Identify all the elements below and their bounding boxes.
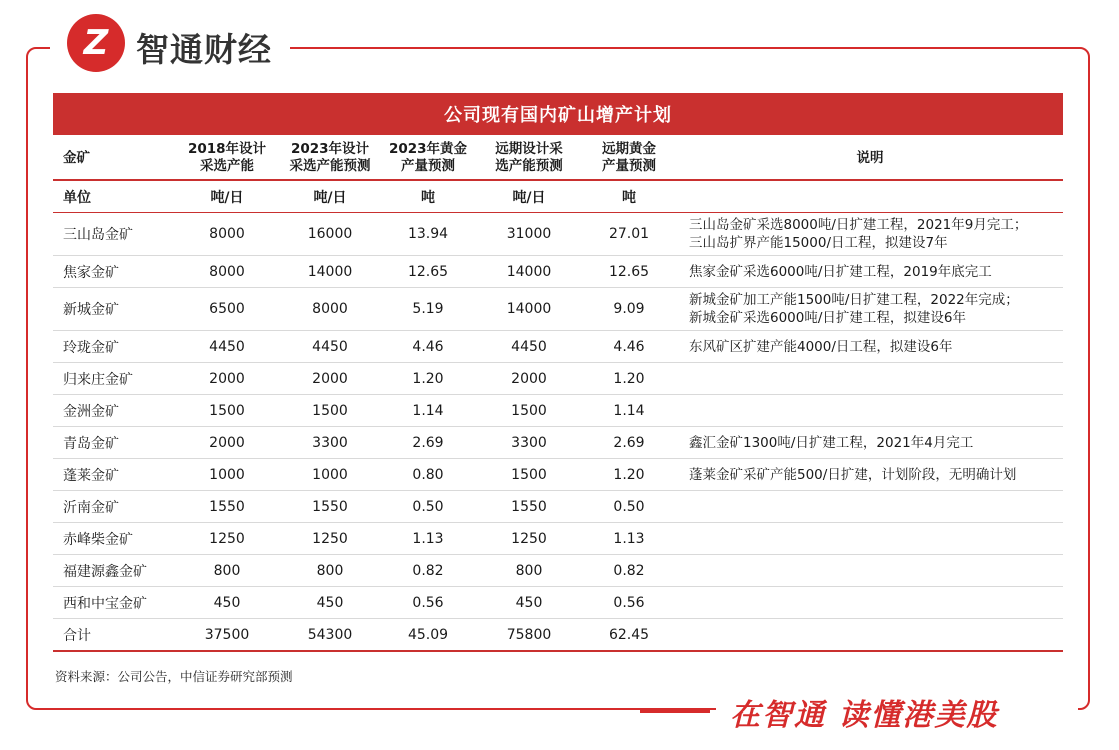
mine-name-cell: 三山岛金矿: [53, 213, 173, 256]
unit-row: [53, 180, 1063, 213]
column-header: 2023年黄金 产量预测: [379, 137, 477, 180]
value-cell: 5.19: [379, 288, 477, 331]
value-cell: 1.13: [581, 523, 677, 555]
value-cell: 1.20: [581, 459, 677, 491]
value-cell: 800: [173, 555, 281, 587]
value-cell: 62.45: [581, 619, 677, 652]
value-cell: 2000: [173, 427, 281, 459]
value-cell: 2.69: [379, 427, 477, 459]
value-cell: 1.20: [379, 363, 477, 395]
note-cell: [677, 619, 1063, 652]
value-cell: 1500: [281, 395, 379, 427]
value-cell: 0.80: [379, 459, 477, 491]
table-row: [53, 587, 1063, 619]
value-cell: 1000: [173, 459, 281, 491]
value-cell: 1500: [477, 395, 581, 427]
value-cell: 1250: [173, 523, 281, 555]
unit-cell: 吨/日: [477, 180, 581, 213]
brand-logo-icon: Z: [67, 14, 125, 72]
unit-cell: 吨: [379, 180, 477, 213]
value-cell: 1.14: [379, 395, 477, 427]
table-header-row: [53, 137, 1063, 180]
value-cell: 1500: [477, 459, 581, 491]
value-cell: 16000: [281, 213, 379, 256]
value-cell: 1.14: [581, 395, 677, 427]
value-cell: 14000: [281, 256, 379, 288]
value-cell: 1550: [281, 491, 379, 523]
value-cell: 450: [281, 587, 379, 619]
mine-name-cell: 西和中宝金矿: [53, 587, 173, 619]
value-cell: 8000: [173, 213, 281, 256]
value-cell: 54300: [281, 619, 379, 652]
value-cell: 0.82: [581, 555, 677, 587]
value-cell: 27.01: [581, 213, 677, 256]
value-cell: 6500: [173, 288, 281, 331]
value-cell: 0.56: [581, 587, 677, 619]
mine-name-cell: 归来庄金矿: [53, 363, 173, 395]
mine-name-cell: 合计: [53, 619, 173, 652]
table-row: [53, 491, 1063, 523]
note-cell: 新城金矿加工产能1500吨/日扩建工程，2022年完成； 新城金矿采选6000吨/日扩建工程，拟建设6年: [677, 288, 1063, 331]
note-cell: 鑫汇金矿1300吨/日扩建工程，2021年4月完工: [677, 427, 1063, 459]
value-cell: 8000: [173, 256, 281, 288]
note-cell: 东风矿区扩建产能4000/日工程，拟建设6年: [677, 331, 1063, 363]
mine-name-cell: 金洲金矿: [53, 395, 173, 427]
slogan-divider: [640, 710, 710, 713]
value-cell: 1.20: [581, 363, 677, 395]
mine-capacity-table: [53, 137, 1063, 652]
value-cell: 1550: [477, 491, 581, 523]
value-cell: 2000: [173, 363, 281, 395]
value-cell: 4450: [477, 331, 581, 363]
value-cell: 1000: [281, 459, 379, 491]
value-cell: 3300: [477, 427, 581, 459]
value-cell: 12.65: [581, 256, 677, 288]
value-cell: 4450: [173, 331, 281, 363]
value-cell: 1.13: [379, 523, 477, 555]
note-cell: [677, 587, 1063, 619]
note-cell: 焦家金矿采选6000吨/日扩建工程，2019年底完工: [677, 256, 1063, 288]
table-row: [53, 523, 1063, 555]
value-cell: 45.09: [379, 619, 477, 652]
table-row: [53, 555, 1063, 587]
unit-cell: [677, 180, 1063, 213]
note-cell: [677, 523, 1063, 555]
value-cell: 1550: [173, 491, 281, 523]
table-row: [53, 288, 1063, 331]
value-cell: 37500: [173, 619, 281, 652]
value-cell: 4450: [281, 331, 379, 363]
value-cell: 9.09: [581, 288, 677, 331]
value-cell: 800: [281, 555, 379, 587]
mine-name-cell: 福建源鑫金矿: [53, 555, 173, 587]
table-title: 公司现有国内矿山增产计划: [53, 93, 1063, 135]
value-cell: 1250: [281, 523, 379, 555]
brand-slogan: 在智通 读懂港美股: [730, 698, 999, 733]
value-cell: 14000: [477, 256, 581, 288]
value-cell: 3300: [281, 427, 379, 459]
table-row: [53, 363, 1063, 395]
mine-name-cell: 玲珑金矿: [53, 331, 173, 363]
value-cell: 2000: [281, 363, 379, 395]
table-row: [53, 213, 1063, 256]
column-header: 说明: [677, 137, 1063, 180]
value-cell: 13.94: [379, 213, 477, 256]
value-cell: 0.50: [379, 491, 477, 523]
brand-name: 智通财经: [136, 30, 272, 69]
value-cell: 450: [477, 587, 581, 619]
total-row: [53, 619, 1063, 652]
note-cell: [677, 555, 1063, 587]
note-cell: [677, 363, 1063, 395]
mine-name-cell: 焦家金矿: [53, 256, 173, 288]
mine-name-cell: 蓬莱金矿: [53, 459, 173, 491]
note-cell: [677, 395, 1063, 427]
column-header: 远期设计采 选产能预测: [477, 137, 581, 180]
value-cell: 1250: [477, 523, 581, 555]
note-cell: [677, 491, 1063, 523]
column-header: 2018年设计 采选产能: [173, 137, 281, 180]
value-cell: 4.46: [379, 331, 477, 363]
value-cell: 14000: [477, 288, 581, 331]
value-cell: 31000: [477, 213, 581, 256]
unit-cell: 吨: [581, 180, 677, 213]
table-row: [53, 427, 1063, 459]
value-cell: 450: [173, 587, 281, 619]
value-cell: 1500: [173, 395, 281, 427]
mine-name-cell: 赤峰柴金矿: [53, 523, 173, 555]
table-row: [53, 256, 1063, 288]
note-cell: 蓬莱金矿采矿产能500/日扩建，计划阶段，无明确计划: [677, 459, 1063, 491]
unit-cell: 单位: [53, 180, 173, 213]
source-note: 资料来源：公司公告，中信证券研究部预测: [55, 669, 293, 684]
value-cell: 8000: [281, 288, 379, 331]
table-row: [53, 331, 1063, 363]
mine-name-cell: 沂南金矿: [53, 491, 173, 523]
value-cell: 75800: [477, 619, 581, 652]
note-cell: 三山岛金矿采选8000吨/日扩建工程，2021年9月完工； 三山岛扩界产能15000/日工程，拟建设7年: [677, 213, 1063, 256]
table-row: [53, 459, 1063, 491]
value-cell: 0.50: [581, 491, 677, 523]
column-header: 远期黄金 产量预测: [581, 137, 677, 180]
unit-cell: 吨/日: [281, 180, 379, 213]
value-cell: 12.65: [379, 256, 477, 288]
unit-cell: 吨/日: [173, 180, 281, 213]
value-cell: 800: [477, 555, 581, 587]
value-cell: 0.82: [379, 555, 477, 587]
column-header: 2023年设计 采选产能预测: [281, 137, 379, 180]
value-cell: 2000: [477, 363, 581, 395]
mine-name-cell: 新城金矿: [53, 288, 173, 331]
mine-name-cell: 青岛金矿: [53, 427, 173, 459]
value-cell: 4.46: [581, 331, 677, 363]
table-row: [53, 395, 1063, 427]
value-cell: 0.56: [379, 587, 477, 619]
column-header: 金矿: [53, 137, 173, 180]
value-cell: 2.69: [581, 427, 677, 459]
